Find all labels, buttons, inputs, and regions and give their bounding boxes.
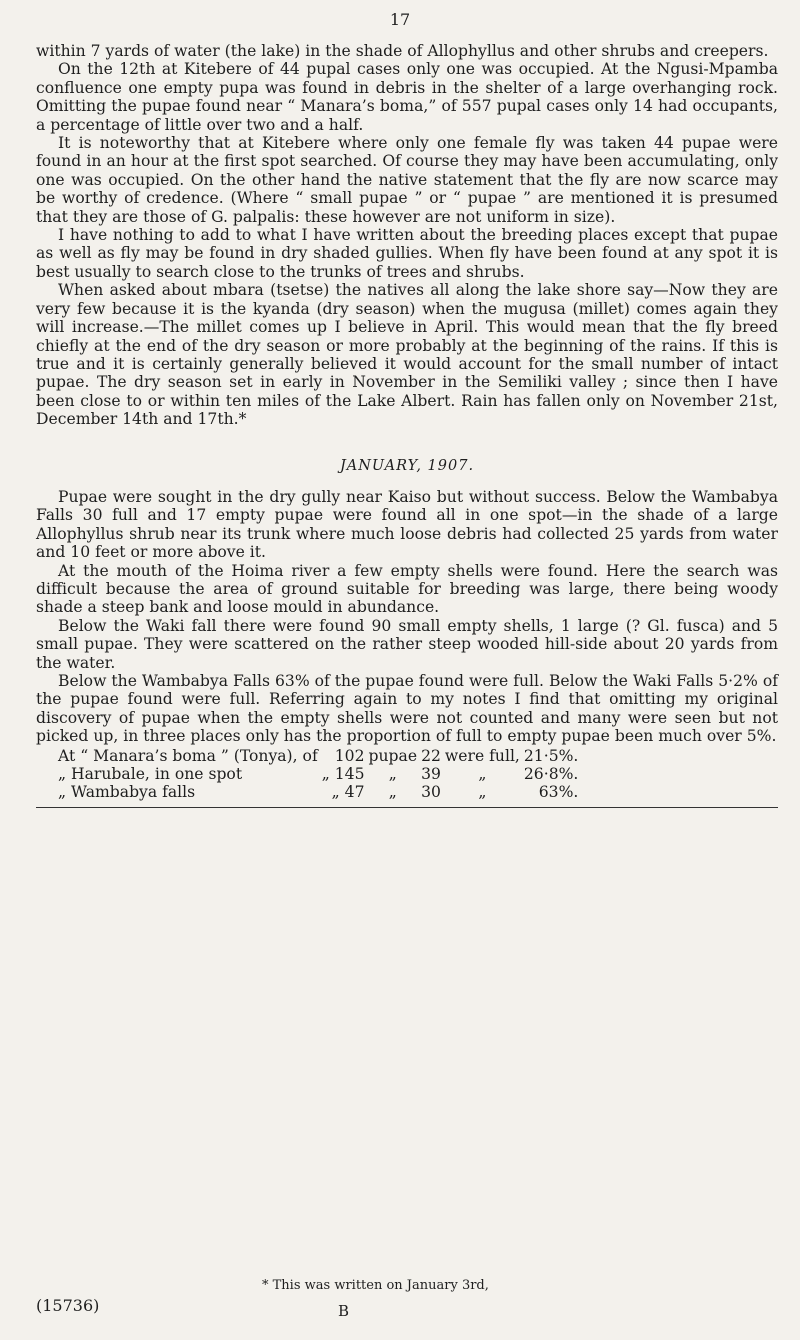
table-cell-percent: 21·5%. xyxy=(523,746,579,765)
footnote: * This was written on January 3rd, xyxy=(262,1278,489,1293)
paragraph: Below the Wambabya Falls 63% of the pupae found were full. Below the Waki Falls 5·2% of the pupae found were full. Referring again to my notes I find that omitting my original discovery of pupae when the empty shells were not counted and many were seen but not picked up, in three places only has the proportion of full to empty pupae been much over 5%. xyxy=(36,672,778,746)
paragraph: within 7 yards of water (the lake) in the shade of Allophyllus and other shrubs and creepers. xyxy=(36,42,769,60)
table-cell-were-full: were full, xyxy=(444,746,520,765)
table-cell-full: 22 xyxy=(421,746,441,765)
table-cell-full: 30 xyxy=(421,783,441,802)
page-footer xyxy=(36,1278,778,1338)
paragraph: It is noteworthy that at Kitebere where only one female fly was taken 44 pupae were found in an hour at the first spot searched. Of course they may have been accumulating, only one was occupied. On the other hand the native statement that the fly are now scarce may be worthy of credence. (Where “ small pupae ” or “ pupae ” are mentioned it is presumed that they are those of G. palpalis: these however are not uniform in size). xyxy=(36,134,778,226)
paragraph: Below the Waki fall there were found 90 small empty shells, 1 large (? Gl. fusca) and 5 small pupae. They were scattered on the rather steep wooded hill-side about 20 yards from the water. xyxy=(36,616,778,672)
page-number: 17 xyxy=(389,10,411,29)
pupae-statistics-table xyxy=(58,747,582,802)
signature-letter: B xyxy=(338,1302,350,1320)
table-cell-pupae: pupae xyxy=(368,746,418,765)
body-text xyxy=(36,42,778,808)
table-cell-percent: 63%. xyxy=(538,783,579,802)
table-cell-were-full: „ xyxy=(478,765,487,784)
table-row xyxy=(58,747,582,765)
table-cell-pupae: „ xyxy=(388,765,397,784)
print-code: (15736) xyxy=(36,1296,100,1315)
table-cell-total: „ 47 xyxy=(331,783,365,802)
section-heading: JANUARY, 1907. xyxy=(339,457,475,474)
paragraph: When asked about mbara (tsetse) the natives all along the lake shore say—Now they are very few because it is the kyanda (dry season) when the mugusa (millet) comes again they will increase.—The millet comes up I believe in April. This would mean that the fly breed chiefly at the end of the dry season or more probably at the beginning of the rains. If this is true and it is certainly generally believed it would account for the small number of intact pupae. The dry season set in early in November in the Semiliki valley ; since then I have been close to or within ten miles of the Lake Albert. Rain has fallen only on November 21st, December 14th and 17th.* xyxy=(36,281,778,429)
paragraph: Pupae were sought in the dry gully near Kaiso but without success. Below the Wambabya Falls 30 full and 17 empty pupae were found all in one spot—in the shade of a large Allophyllus shrub near its trunk where much loose debris had collected 25 yards from water and 10 feet or more above it. xyxy=(36,487,778,562)
table-cell-were-full: „ xyxy=(478,783,487,802)
table-cell-pupae: „ xyxy=(388,783,397,802)
table-cell-place: At “ Manara’s boma ” (Tonya), of xyxy=(58,746,318,765)
table-cell-place: „ Harubale, in one spot xyxy=(58,765,243,784)
table-cell-percent: 26·8%. xyxy=(523,765,579,784)
paragraph: At the mouth of the Hoima river a few empty shells were found. Here the search was difficult because the area of ground suitable for breeding was large, there being woody shade a steep bank and loose mould in abundance. xyxy=(36,561,778,617)
table-cell-total: 102 xyxy=(334,746,365,765)
footnote-divider xyxy=(36,807,778,808)
table-cell-place: „ Wambabya falls xyxy=(58,783,196,802)
paragraph: On the 12th at Kitebere of 44 pupal cases only one was occupied. At the Ngusi-Mpamba confluence one empty pupa was found in debris in the shelter of a large overhanging rock. Omitting the pupae found near “ Manara’s boma,” of 557 pupal cases only 14 had occupants, a percentage of little over two and a half. xyxy=(36,60,778,134)
table-row xyxy=(58,783,582,801)
table-cell-full: 39 xyxy=(421,765,441,784)
table-row xyxy=(58,765,582,783)
table-cell-total: „ 145 xyxy=(321,765,365,784)
paragraph: I have nothing to add to what I have written about the breeding places except that pupae as well as fly may be found in dry shaded gullies. When fly have been found at any spot it is best usually to search close to the trunks of trees and shrubs. xyxy=(36,226,778,281)
